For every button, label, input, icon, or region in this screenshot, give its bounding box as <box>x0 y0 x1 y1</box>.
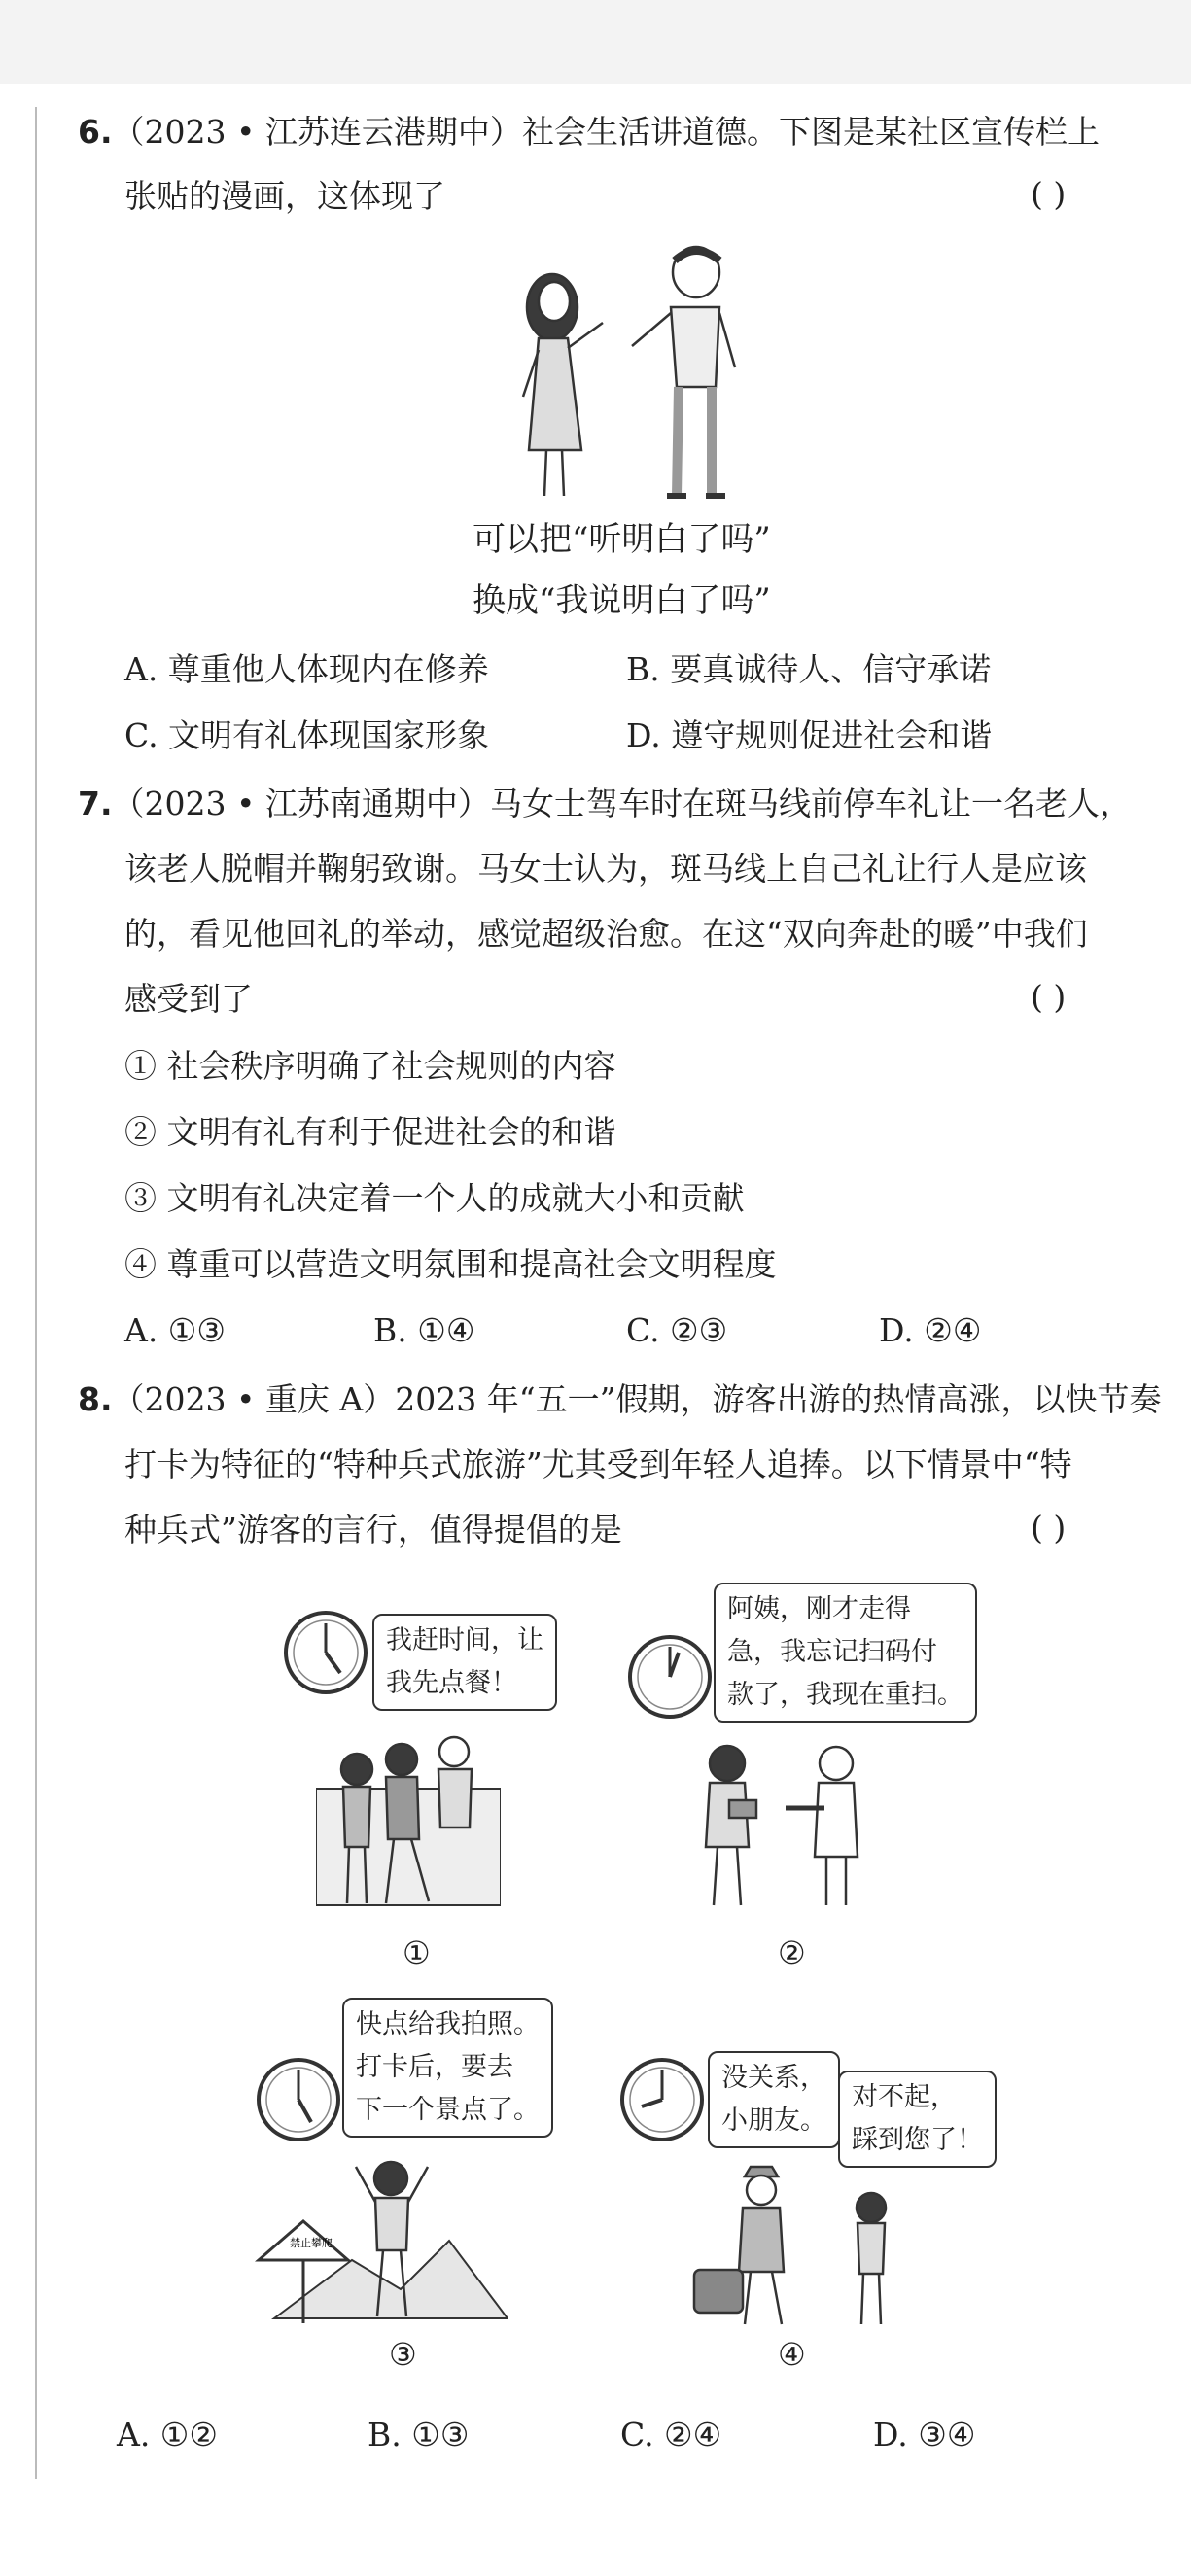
q8-number: 8. <box>78 1380 113 1418</box>
q7-option-c: C. ②③ <box>626 1311 728 1349</box>
q7-number: 7. <box>78 784 113 822</box>
panel3-mountain-scene <box>255 2153 508 2328</box>
q8-option-c: C. ②④ <box>620 2416 722 2454</box>
panel1-restaurant-scene <box>316 1730 501 1910</box>
q7-source: （2023 • 江苏南通期中） <box>112 784 490 822</box>
q6-line1-text: 社会生活讲道德。下图是某社区宣传栏上 <box>521 113 1100 151</box>
q8-answer-paren: ( ) <box>1031 1509 1067 1547</box>
q6-option-d: D. 遵守规则促进社会和谐 <box>626 716 993 754</box>
q7-statement-3: ③ 文明有礼决定着一个人的成就大小和贡献 <box>124 1179 745 1217</box>
panel2-payment-scene <box>681 1740 875 1910</box>
q7-line1 <box>78 783 1132 825</box>
q6-line1 <box>78 111 1100 154</box>
panel4-speech-bubble-child: 对不起， 踩到您了！ <box>838 2071 997 2168</box>
q6-comic-illustration <box>496 241 758 508</box>
q7-option-b: B. ①④ <box>373 1311 475 1349</box>
q6-option-a: A. 尊重他人体现内在修养 <box>124 650 489 688</box>
q6-number: 6. <box>78 113 113 151</box>
panel3-label: ③ <box>389 2336 417 2373</box>
no-climbing-sign-text: 禁止攀爬 <box>290 2237 333 2249</box>
panel4-tourist-scene <box>681 2163 914 2328</box>
panel1-speech-bubble: 我赶时间，让 我先点餐！ <box>372 1614 557 1711</box>
panel3-speech-bubble: 快点给我拍照。 打卡后，要去 下一个景点了。 <box>342 1998 553 2138</box>
q8-line2: 打卡为特征的“特种兵式旅游”尤其受到年轻人追捧。以下情景中“特 <box>124 1445 1072 1483</box>
panel4-clock-icon <box>618 2056 706 2143</box>
q7-statement-4: ④ 尊重可以营造文明氛围和提高社会文明程度 <box>124 1245 777 1283</box>
q6-caption-line1: 可以把“听明白了吗” <box>473 520 771 559</box>
panel4-speech-bubble-adult: 没关系， 小朋友。 <box>708 2051 840 2148</box>
panel1-clock-icon <box>282 1609 369 1696</box>
panel2-speech-bubble: 阿姨，刚才走得 急，我忘记扫码付 款了，我现在重扫。 <box>714 1583 977 1723</box>
q7-answer-paren: ( ) <box>1031 978 1067 1016</box>
q8-option-d: D. ③④ <box>873 2416 976 2454</box>
q6-option-b: B. 要真诚待人、信守承诺 <box>626 650 992 688</box>
q7-statement-1: ① 社会秩序明确了社会规则的内容 <box>124 1047 616 1085</box>
panel2-clock-icon <box>626 1633 714 1721</box>
left-margin-line <box>35 107 37 2479</box>
q7-line1-text: 马女士驾车时在斑马线前停车礼让一名老人， <box>489 784 1132 822</box>
q6-line2: 张贴的漫画，这体现了 <box>124 177 445 215</box>
q7-line4: 感受到了 <box>124 980 253 1018</box>
q8-line1-text: 2023 年“五一”假期，游客出游的热情高涨，以快节奏 <box>395 1380 1162 1418</box>
panel3-clock-icon <box>255 2056 342 2143</box>
q8-source: （2023 • 重庆 A） <box>112 1380 396 1418</box>
top-margin-band <box>0 0 1191 84</box>
panel2-label: ② <box>778 1934 806 1971</box>
q6-option-c: C. 文明有礼体现国家形象 <box>124 716 490 754</box>
q7-statement-2: ② 文明有礼有利于促进社会的和谐 <box>124 1113 616 1151</box>
panel4-label: ④ <box>778 2336 806 2373</box>
q7-option-a: A. ①③ <box>124 1311 226 1349</box>
q8-line3: 种兵式”游客的言行，值得提倡的是 <box>124 1511 622 1549</box>
q6-source: （2023 • 江苏连云港期中） <box>112 113 522 151</box>
q6-caption-line2: 换成“我说明白了吗” <box>473 581 771 620</box>
panel1-label: ① <box>403 1934 431 1971</box>
q7-option-d: D. ②④ <box>879 1311 982 1349</box>
q7-line3: 的，看见他回礼的举动，感觉超级治愈。在这“双向奔赴的暖”中我们 <box>124 915 1088 953</box>
q7-line2: 该老人脱帽并鞠躬致谢。马女士认为，斑马线上自己礼让行人是应该 <box>124 850 1087 888</box>
q8-option-a: A. ①② <box>117 2416 218 2454</box>
q8-option-b: B. ①③ <box>368 2416 470 2454</box>
q8-line1 <box>78 1378 1161 1421</box>
q6-answer-paren: ( ) <box>1031 175 1067 213</box>
